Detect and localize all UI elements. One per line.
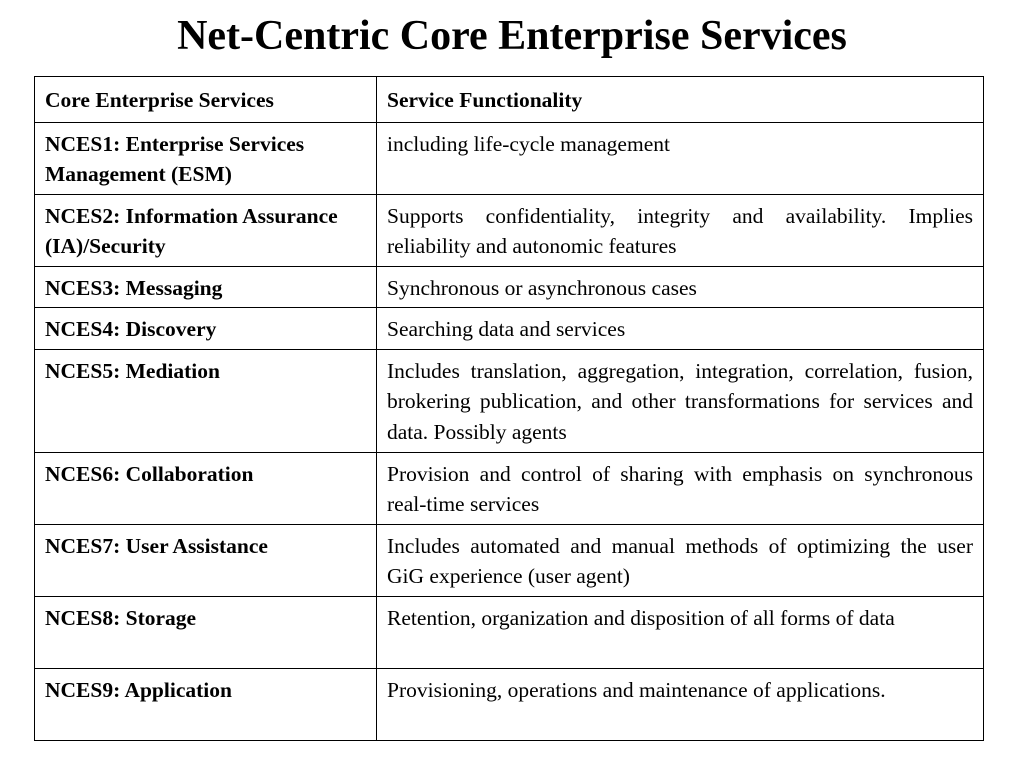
table-row (35, 266, 984, 308)
service-functionality-cell: Searching data and services (377, 308, 984, 350)
service-functionality-cell: Supports confidentiality, integrity and availability. Implies reliability and autonomic features (377, 194, 984, 266)
service-name-cell: NCES5: Mediation (35, 349, 377, 452)
column-header-service-functionality: Service Functionality (377, 77, 984, 123)
service-functionality-cell: Provisioning, operations and maintenance of applications. (377, 668, 984, 740)
service-name-cell: NCES6: Collaboration (35, 452, 377, 524)
service-name-cell: NCES9: Application (35, 668, 377, 740)
service-functionality-cell: including life-cycle management (377, 122, 984, 194)
table-row (35, 122, 984, 194)
service-name-cell: NCES1: Enterprise Services Management (ESM) (35, 122, 377, 194)
page-title: Net-Centric Core Enterprise Services (177, 13, 847, 59)
service-functionality-cell: Includes automated and manual methods of optimizing the user GiG experience (user agent) (377, 524, 984, 596)
table-row (35, 668, 984, 740)
table-row (35, 194, 984, 266)
table-row (35, 349, 984, 452)
column-header-core-services: Core Enterprise Services (35, 77, 377, 123)
table-row (35, 308, 984, 350)
services-table (34, 76, 984, 741)
service-name-cell: NCES2: Information Assurance (IA)/Security (35, 194, 377, 266)
service-functionality-cell: Synchronous or asynchronous cases (377, 266, 984, 308)
service-functionality-cell: Provision and control of sharing with emphasis on synchronous real-time services (377, 452, 984, 524)
service-name-cell: NCES8: Storage (35, 596, 377, 668)
table-row (35, 596, 984, 668)
service-name-cell: NCES4: Discovery (35, 308, 377, 350)
table-row (35, 524, 984, 596)
service-name-cell: NCES7: User Assistance (35, 524, 377, 596)
service-name-cell: NCES3: Messaging (35, 266, 377, 308)
service-functionality-cell: Retention, organization and disposition of all forms of data (377, 596, 984, 668)
table-row (35, 452, 984, 524)
table-header-row (35, 77, 984, 123)
service-functionality-cell: Includes translation, aggregation, integration, correlation, fusion, brokering publication, and other transformations for services and data. Possibly agents (377, 349, 984, 452)
